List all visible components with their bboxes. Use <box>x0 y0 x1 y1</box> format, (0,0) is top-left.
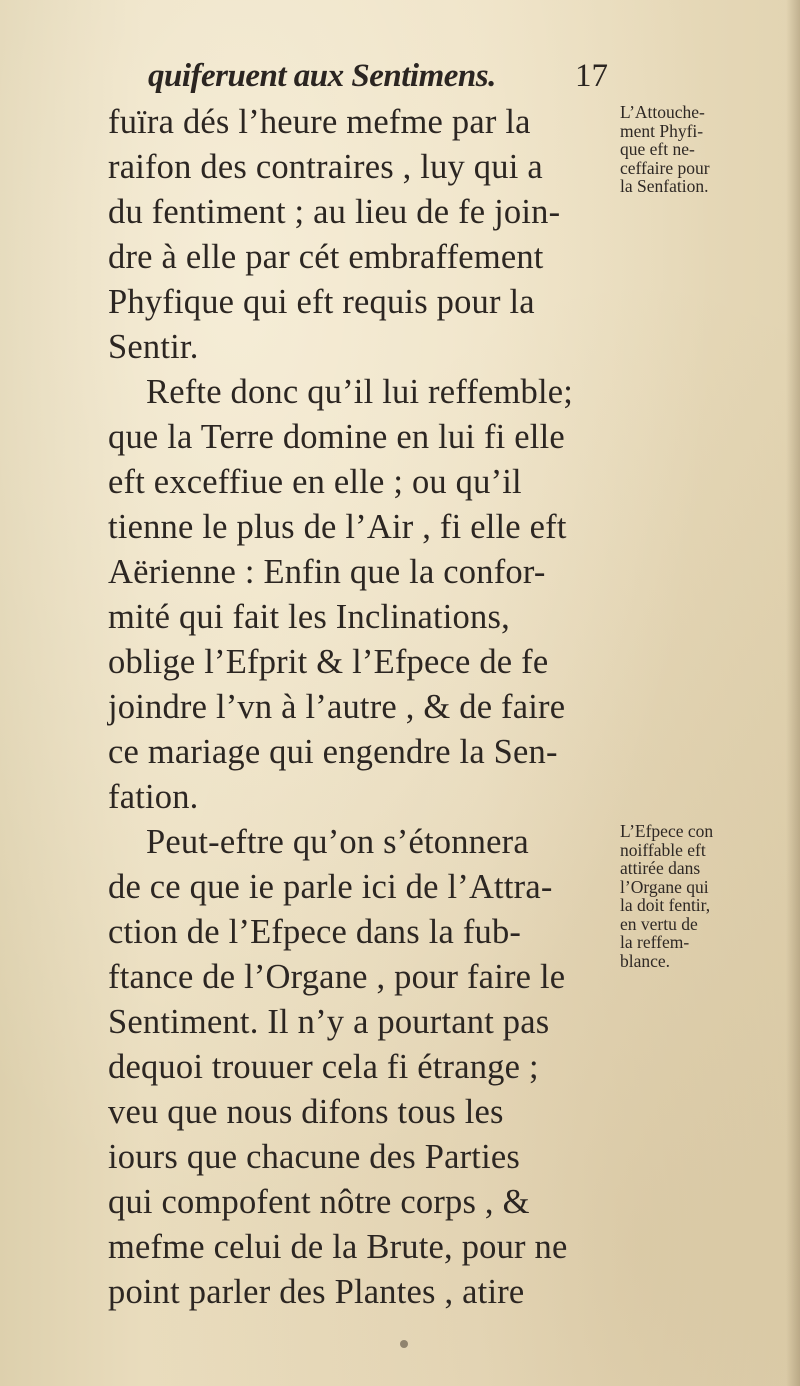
body-text <box>108 100 618 1315</box>
text-line: mité qui fait les Inclinations, <box>108 598 510 636</box>
text-line: qui compofent nôtre corps , & <box>108 1183 530 1221</box>
margin-note-line: la Senfation. <box>620 176 709 196</box>
text-line: eft exceffiue en elle ; ou qu’il <box>108 463 522 501</box>
page-number: 17 <box>575 58 608 94</box>
text-line: ce mariage qui engendre la Sen- <box>108 733 558 771</box>
margin-note-line: la reffem- <box>620 932 690 952</box>
text-line: Refte donc qu’il lui reffemble; <box>146 373 574 411</box>
margin-note-species <box>620 822 790 970</box>
margin-note-line: L’Attouche- <box>620 102 705 122</box>
text-line: du fentiment ; au lieu de fe join- <box>108 193 561 231</box>
text-line: Peut-eftre qu’on s’étonnera <box>146 823 529 861</box>
text-line: raifon des contraires , luy qui a <box>108 148 543 186</box>
ink-smudge <box>400 1340 408 1348</box>
text-line: Phyfique qui eft requis pour la <box>108 283 535 321</box>
text-line: ftance de l’Organe , pour faire le <box>108 958 566 996</box>
margin-note-touch <box>620 103 790 196</box>
margin-note-line: en vertu de <box>620 913 698 934</box>
margin-note-line: noiffable eft <box>620 839 706 860</box>
text-line: que la Terre domine en lui fi elle <box>108 418 565 456</box>
margin-note-line: la doit fentir, <box>620 895 711 915</box>
running-title: quiferuent aux Sentimens. <box>148 58 496 94</box>
margin-note-line: l’Organe qui <box>620 876 709 897</box>
text-line: mefme celui de la Brute, pour ne <box>108 1228 568 1266</box>
text-line: fation. <box>108 778 199 816</box>
text-line: veu que nous difons tous les <box>108 1093 504 1131</box>
text-line: iours que chacune des Parties <box>108 1138 521 1176</box>
text-line: dequoi trouuer cela fi étrange ; <box>108 1048 539 1086</box>
text-line: fuïra dés l’heure mefme par la <box>108 103 531 141</box>
text-line: tienne le plus de l’Air , fi elle eft <box>108 508 567 546</box>
running-head <box>148 58 608 98</box>
text-line: ction de l’Efpece dans la fub- <box>108 913 522 951</box>
text-line: Sentiment. Il n’y a pourtant pas <box>108 1003 550 1041</box>
text-line: de ce que ie parle ici de l’Attra- <box>108 868 553 906</box>
text-line: dre à elle par cét embraffement <box>108 238 544 276</box>
margin-note-line: que eft ne- <box>620 139 695 159</box>
margin-note-line: blance. <box>620 950 671 971</box>
margin-note-line: L’Efpece con <box>620 821 714 841</box>
margin-note-line: attirée dans <box>620 858 701 878</box>
text-line: Aërienne : Enfin que la confor- <box>108 553 546 591</box>
margin-note-line: ment Phyfi- <box>620 120 704 141</box>
text-line: joindre l’vn à l’autre , & de faire <box>108 688 566 726</box>
text-line: oblige l’Efprit & l’Efpece de fe <box>108 643 549 681</box>
text-line: Sentir. <box>108 328 199 366</box>
margin-note-line: ceffaire pour <box>620 157 710 178</box>
text-line: point parler des Plantes , atire <box>108 1273 525 1311</box>
